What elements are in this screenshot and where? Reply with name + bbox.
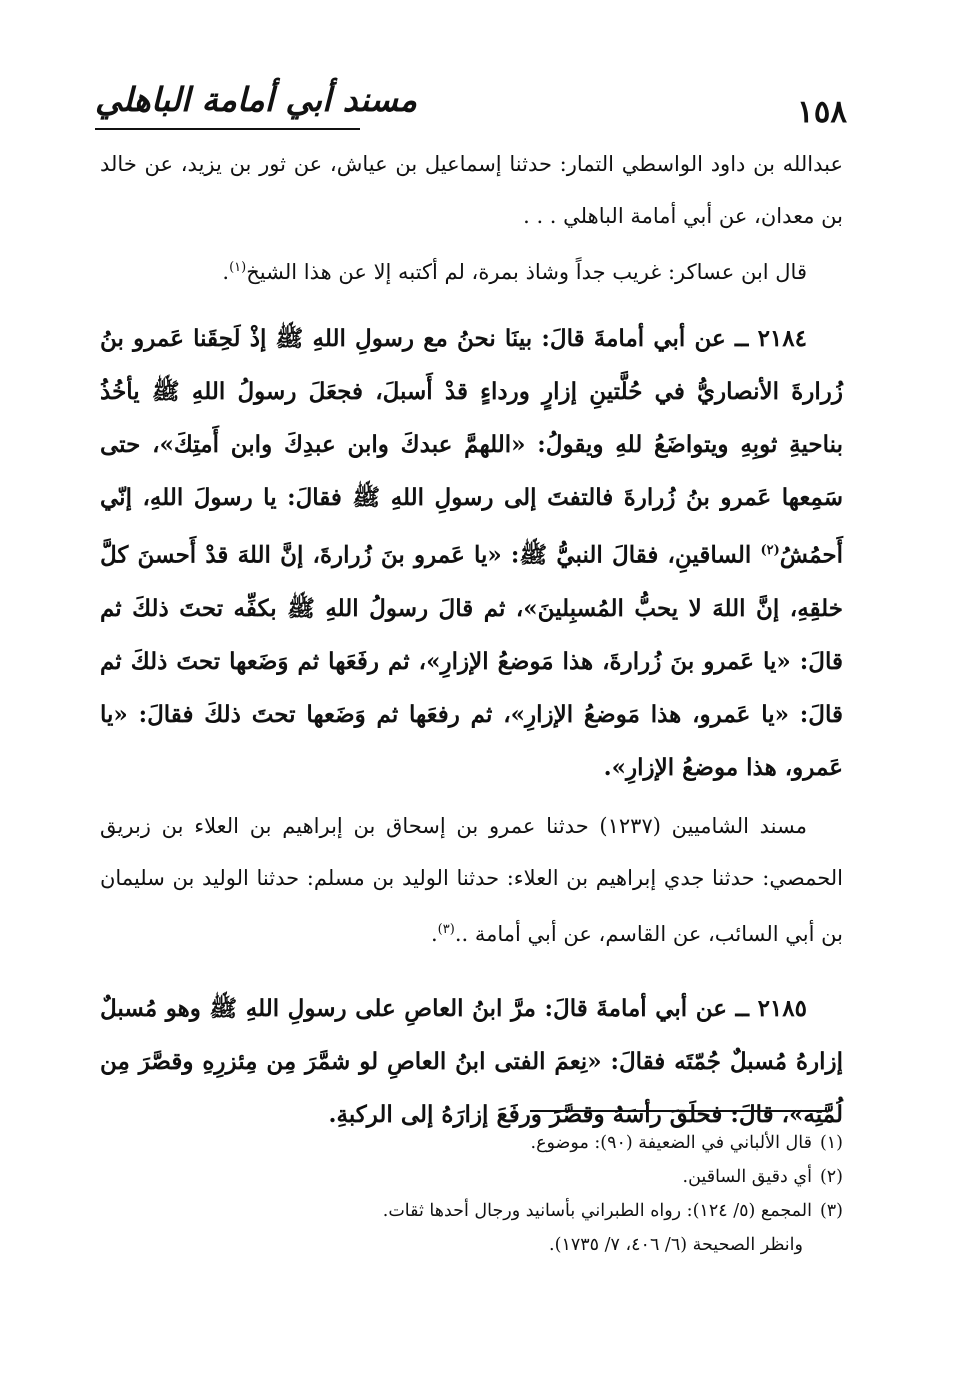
footnotes <box>260 1126 843 1262</box>
footnote-text: قال الألباني في الضعيفة (٩٠): موضوع. <box>530 1133 812 1153</box>
footnote-ref[interactable]: (١) <box>229 260 247 275</box>
footnote <box>260 1160 843 1194</box>
paragraph-text: مسند الشاميين (١٢٣٧) حدثنا عمرو بن إسحاق بن إبراهيم بن العلاء بن زبريق الحمصي: حدثنا جدي إبراهيم بن العلاء: حدثنا الوليد بن مسلم: حدثنا الوليد بن سليمان بن أبي السائب، عن القاسم، عن أبي أمامة .. <box>100 813 843 946</box>
footnote <box>260 1126 843 1160</box>
hadith-text: ٢١٨٤ ــ عن أبي أمامةَ قالَ: بينَا نحنُ مع رسولِ اللهِ ﷺ إذْ لَحِقَنا عَمرو بنُ زُرارةَ الأنصاريُّ في حُلَّتينِ إزارٍ ورداءٍ قدْ أَسبلَ، فجعَلَ رسولُ اللهِ ﷺ يأخُذُ بناحيةِ ثوبِهِ ويتواضَعُ للهِ ويقولُ: «اللهمَّ عبدكَ وابن عبدِكَ وابن أَمتِكَ»، حتى سَمِعها عَمرو بنُ زُرارةَ فالتفتَ إلى رسولِ اللهِ ﷺ فقالَ: يا رسولَ اللهِ، إنّي أَحمُشُ <box>100 325 843 569</box>
footnote-ref[interactable]: (٢) <box>760 543 780 558</box>
footnote-continuation: وانظر الصحيحة (٦/ ٤٠٦، ٧/ ١٧٣٥). <box>549 1235 803 1255</box>
paragraph-tail: . <box>222 260 230 284</box>
footnote-number: (٣) <box>819 1201 843 1221</box>
footnote-text: المجمع (٥/ ١٢٤): رواه الطبراني بأسانيد ورجال أحدها ثقات. <box>382 1201 812 1221</box>
footnote-number: (٢) <box>819 1167 843 1187</box>
paragraph-tail: . <box>430 921 438 946</box>
footnote-text: أي دقيق الساقين. <box>682 1167 812 1187</box>
paragraph-text: عبدالله بن داود الواسطي التمار: حدثنا إسماعيل بن عياش، عن ثور بن يزيد، عن خالد بن معدان، عن أبي أمامة الباهلي . . . <box>100 152 843 228</box>
footnote <box>260 1194 843 1228</box>
page-header <box>95 72 855 132</box>
hadith-text: ٢١٨٥ ــ عن أبي أمامةَ قالَ: مرَّ ابنُ العاصِ على رسولِ اللهِ ﷺ وهو مُسبلٌ إزارهُ مُسبلٌ جُمّتَه فقالَ: «نِعمَ الفتى ابنُ العاصِ لو شمَّرَ مِن مِئزرِهِ وقصَّرَ مِن لُمَّتِه»، قالَ: فحلَقَ رأسَهُ وقصَّرَ ورفَعَ إزارَهُ إلى الركبةِ. <box>100 994 843 1128</box>
main-text <box>100 138 843 1141</box>
hadith-text-continued: الساقينِ، فقالَ النبيُّ ﷺ: «يا عَمرو بنَ زُرارةَ، إنَّ اللهَ قدْ أَحسنَ كلَّ خلقِهِ، إنَّ اللهَ لا يحبُّ المُسبِلينَ»، ثم قالَ رسولُ اللهِ ﷺ بكفِّه تحتَ ذلكَ ثم قالَ: «يا عَمرو بنَ زُرارةَ، هذا مَوضعُ الإزارِ»، ثم رفَعَها ثم وَضَعها تحتَ ذلكَ ثم قالَ: «يا عَمرو، هذا مَوضعُ الإزارِ»، ثم رفعَها ثم وَضَعها تحتَ ذلكَ فقالَ: «يا عَمرو، هذا موضعُ الإزارِ». <box>100 541 843 781</box>
hadith-paragraph <box>100 982 843 1141</box>
paragraph-text: قال ابن عساكر: غريب جداً وشاذ بمرة، لم أكتبه إلا عن هذا الشيخ <box>246 260 807 284</box>
footnote-ref[interactable]: (٣) <box>437 921 455 937</box>
header-rule <box>95 128 360 130</box>
source-paragraph <box>100 242 843 298</box>
footnote-separator <box>530 1110 826 1112</box>
source-paragraph <box>100 138 843 242</box>
hadith-paragraph <box>100 312 843 794</box>
running-title: مسند أبي أمامة الباهلي <box>95 80 418 119</box>
page-number: ١٥٨ <box>797 94 847 130</box>
source-paragraph <box>100 800 843 960</box>
footnote-number: (١) <box>819 1133 843 1153</box>
